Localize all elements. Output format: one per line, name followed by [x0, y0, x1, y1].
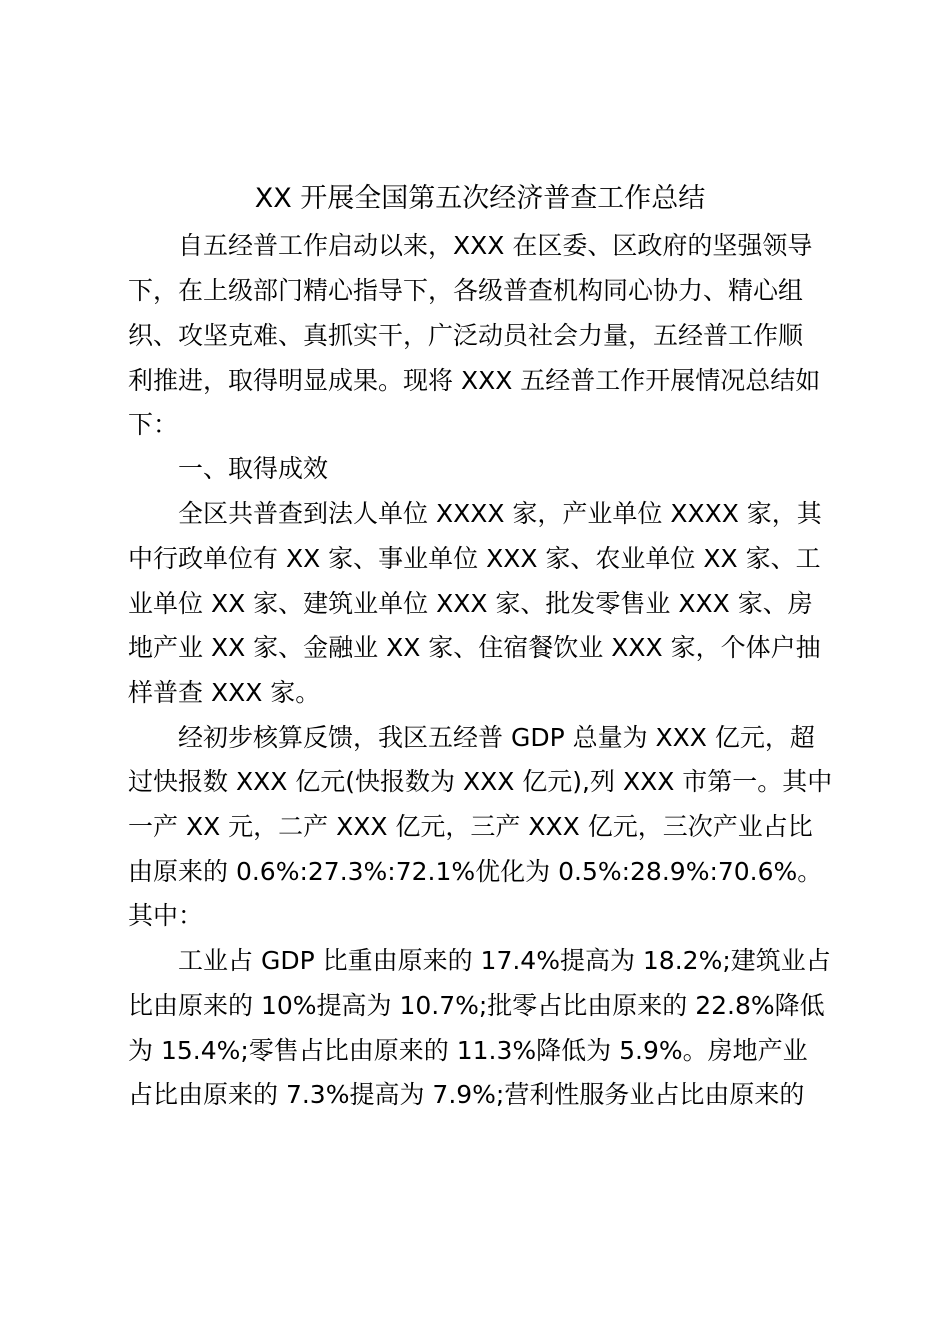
paragraph-line: 为 15.4%;零售占比由原来的 11.3%降低为 5.9%。房地产业: [128, 1036, 808, 1065]
paragraph-line: 业单位 XX 家、建筑业单位 XXX 家、批发零售业 XXX 家、房: [128, 589, 813, 618]
paragraph-line: 下，在上级部门精心指导下，各级普查机构同心协力、精心组: [128, 276, 804, 305]
document-title: XX 开展全国第五次经济普查工作总结: [254, 183, 706, 214]
paragraph-line: 下：: [128, 410, 179, 439]
paragraph-line: 经初步核算反馈，我区五经普 GDP 总量为 XXX 亿元，超: [178, 723, 815, 752]
paragraph-line: 样普查 XXX 家。: [128, 678, 321, 707]
paragraph-line: 比由原来的 10%提高为 10.7%;批零占比由原来的 22.8%降低: [128, 991, 825, 1020]
paragraph-line: 中行政单位有 XX 家、事业单位 XXX 家、农业单位 XX 家、工: [128, 544, 821, 573]
paragraph-line: 占比由原来的 7.3%提高为 7.9%;营利性服务业占比由原来的: [128, 1080, 805, 1109]
paragraph-line: 自五经普工作启动以来，XXX 在区委、区政府的坚强领导: [178, 231, 813, 260]
paragraph-line: 一产 XX 元，二产 XXX 亿元，三产 XXX 亿元，三次产业占比: [128, 812, 813, 841]
paragraph-line: 过快报数 XXX 亿元(快报数为 XXX 亿元),列 XXX 市第一。其中: [128, 767, 833, 796]
paragraph-line: 地产业 XX 家、金融业 XX 家、住宿餐饮业 XXX 家，个体户抽: [128, 633, 821, 662]
paragraph-line: 织、攻坚克难、真抓实干，广泛动员社会力量，五经普工作顺: [128, 321, 804, 350]
paragraph-line: 利推进，取得明显成果。现将 XXX 五经普工作开展情况总结如: [128, 366, 821, 395]
paragraph-line: 全区共普查到法人单位 XXXX 家，产业单位 XXXX 家，其: [178, 499, 822, 528]
section-heading: 一、取得成效: [178, 454, 329, 483]
paragraph-line: 其中：: [128, 901, 204, 930]
paragraph-line: 由原来的 0.6%:27.3%:72.1%优化为 0.5%:28.9%:70.6%。: [128, 857, 823, 886]
paragraph-line: 工业占 GDP 比重由原来的 17.4%提高为 18.2%;建筑业占: [178, 946, 831, 975]
